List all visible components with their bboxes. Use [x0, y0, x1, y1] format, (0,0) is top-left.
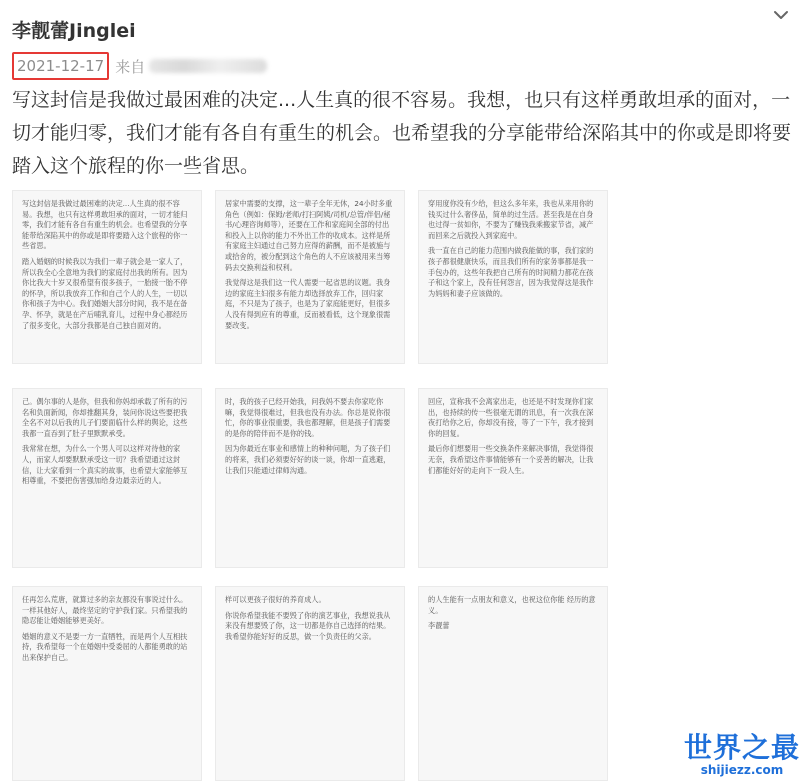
- chevron-down-icon[interactable]: [770, 4, 792, 26]
- thumbnail-text: 样可以更孩子很好的养育成人。: [225, 595, 326, 604]
- thumbnail-6[interactable]: [418, 388, 608, 568]
- thumbnail-text: 我觉得这是我们这一代人需要一起省思的议题。我身边的家庭主妇很多有能力却选择放弃工作，回归家庭，不只是为了孩子，也是为了家庭能更好，但很多人没有得到应有的尊重，反而被看低，这个现象很需要改变。: [225, 278, 391, 330]
- thumbnail-text: 己。偶尔事的人是你，但我和你妈却承载了所有的污名和负面新闻，你却推翻其身，装问你说这些要把我全名不对以后我的儿子们要面临什么样的舆论，这些我都一直吞到了肚子里默默承受。: [22, 397, 188, 438]
- thumbnail-4[interactable]: [12, 388, 202, 568]
- thumbnail-7[interactable]: [12, 586, 202, 781]
- watermark-logo-text: 世界之最: [683, 731, 800, 764]
- watermark-url: shijiezz.com: [700, 763, 784, 777]
- thumbnail-text: 回应，宣称我不会离家出走，也还是不时发现你们家出，也持续的传一些很毫无谓的讯息，有一次我在深夜打给你之后，你却没有接，等了一下午，我才接到你的回复。: [428, 397, 594, 438]
- thumbnail-text: 时，我的孩子已经开始我，问我妈不要去你家吃你嘛，我觉得很难过，但我也没有办法。你总是说你很忙，你的事业很重要，我也都理解，但是孩子们需要的是你的陪伴而不是你的钱。: [225, 397, 391, 438]
- author-name[interactable]: 李靓蕾Jinglei: [12, 20, 136, 42]
- signature: 李靓蕾: [428, 621, 450, 631]
- thumbnail-text: 最后你们想要用一些交换条件来解决事情，我觉得很无奈，我希望这件事情能够有一个妥善的解决，让我们都能好好的走向下一段人生。: [428, 444, 594, 475]
- thumbnail-text: 写这封信是我做过最困难的决定...人生真的很不容易。我想，也只有这样勇敢坦承的面对，一切才能归零，我们才能有各自有重生的机会。也希望我的分享能带给深陷其中的你或是即将要踏入这个旅程的你一些省思。: [22, 199, 188, 251]
- thumbnail-text: 我常常在想，为什么一个男人可以这样对待他的家人，而家人却要默默承受这一切？我希望通过这封信，让大家看到一个真实的故事，也希望大家能够互相尊重，不要把伤害强加给身边最亲近的人。: [22, 444, 188, 486]
- post-meta: [12, 52, 267, 80]
- thumbnail-5[interactable]: [215, 388, 405, 568]
- thumbnail-9[interactable]: [418, 586, 608, 781]
- site-watermark: [684, 733, 800, 777]
- thumbnail-text: 婚姻的意义不是要一方一直牺牲，而是两个人互相扶持，我希望每一个在婚姻中受委屈的人都能勇敢的站出来保护自己。: [22, 631, 188, 662]
- thumbnail-text: 居家中需要的支撑，这一辈子全年无休，24小时多重角色（例如：保姆/老师/打扫阿姨/司机/总管/伴侣/秘书/心理咨询师等），还要在工作和家庭间全部的付出和投入上以你的能力不外出工作的收成本。这样是所有家庭主妇通过自己努力应得的薪酬，而不是被施与或拾舍的，被分配到这个角色的人不应该被用来当筹码去交换利益和权利。: [225, 199, 393, 272]
- thumbnail-2[interactable]: [215, 190, 405, 364]
- thumbnail-3[interactable]: [418, 190, 608, 364]
- thumbnail-text: 穿用度你没有少给，但这么多年来，我也从来用你的钱买过什么奢侈品，简单的过生活。甚至我是在自身也过得一贫如你，不要为了赚钱我乘搬家节省，减产而回来之后就投入到家庭中。: [428, 199, 594, 240]
- post-date[interactable]: 2021-12-17: [12, 52, 109, 80]
- thumbnail-text: 任再怎么荒唐，就算过多的亲友都没有事说过什么。一样其他好人，最终坚定的守护我们家。只希望我的隐忍能让婚姻能够更美好。: [22, 595, 188, 626]
- thumbnail-8[interactable]: [215, 586, 405, 781]
- thumbnail-1[interactable]: [12, 190, 202, 364]
- source-blurred: [149, 59, 267, 73]
- thumbnail-text: 我一直在自己的能力范围内做我能做的事，我们家的孩子都很健康快乐，而且我们所有的家务事都是我一手包办的，这些年我把自己所有的时间精力都花在孩子和这个家上，没有任何怨言，因为我觉得这是我作为妈妈和妻子应该做的。: [428, 246, 594, 298]
- source-label: 来自: [115, 57, 146, 76]
- post-text: 写这封信是我做过最困难的决定...人生真的很不容易。我想，也只有这样勇敢坦承的面对，一切才能归零，我们才能有各自有重生的机会。也希望我的分享能带给深陷其中的你或是即将要踏入这个旅程的你一些省思。: [12, 89, 792, 177]
- thumbnail-text: 你说你希望我能不要毁了你的演艺事业，我想说我从来没有想要毁了你，这一切都是你自己选择的结果。我希望你能好好的反思，做一个负责任的父亲。: [225, 610, 391, 641]
- thumbnail-text: 的人生能有一点朋友和意义，也祝这位你能 经历的意义。: [428, 595, 596, 615]
- thumbnail-text: 因为你最近在事业和感情上的种种问题，为了孩子们的将来，我们必须要好好的谈一谈，你却一直逃避，让我们只能通过律师沟通。: [225, 444, 391, 475]
- thumbnail-text: 踏入婚姻的时候我以为我们一辈子就会是一家人了，所以我全心全意地为我们的家庭付出我的所有。因为你比我大十岁又很希望有很多孩子，一胎接一胎不停的怀孕，所以我放弃工作和自己个人的人生，一切以你和孩子为中心。我们婚姻大部分时间，我不是在备孕、怀孕，就是在产后哺乳育儿，过程中身心都经历了很多变化，大部分我都是自己独自面对的。: [22, 256, 188, 330]
